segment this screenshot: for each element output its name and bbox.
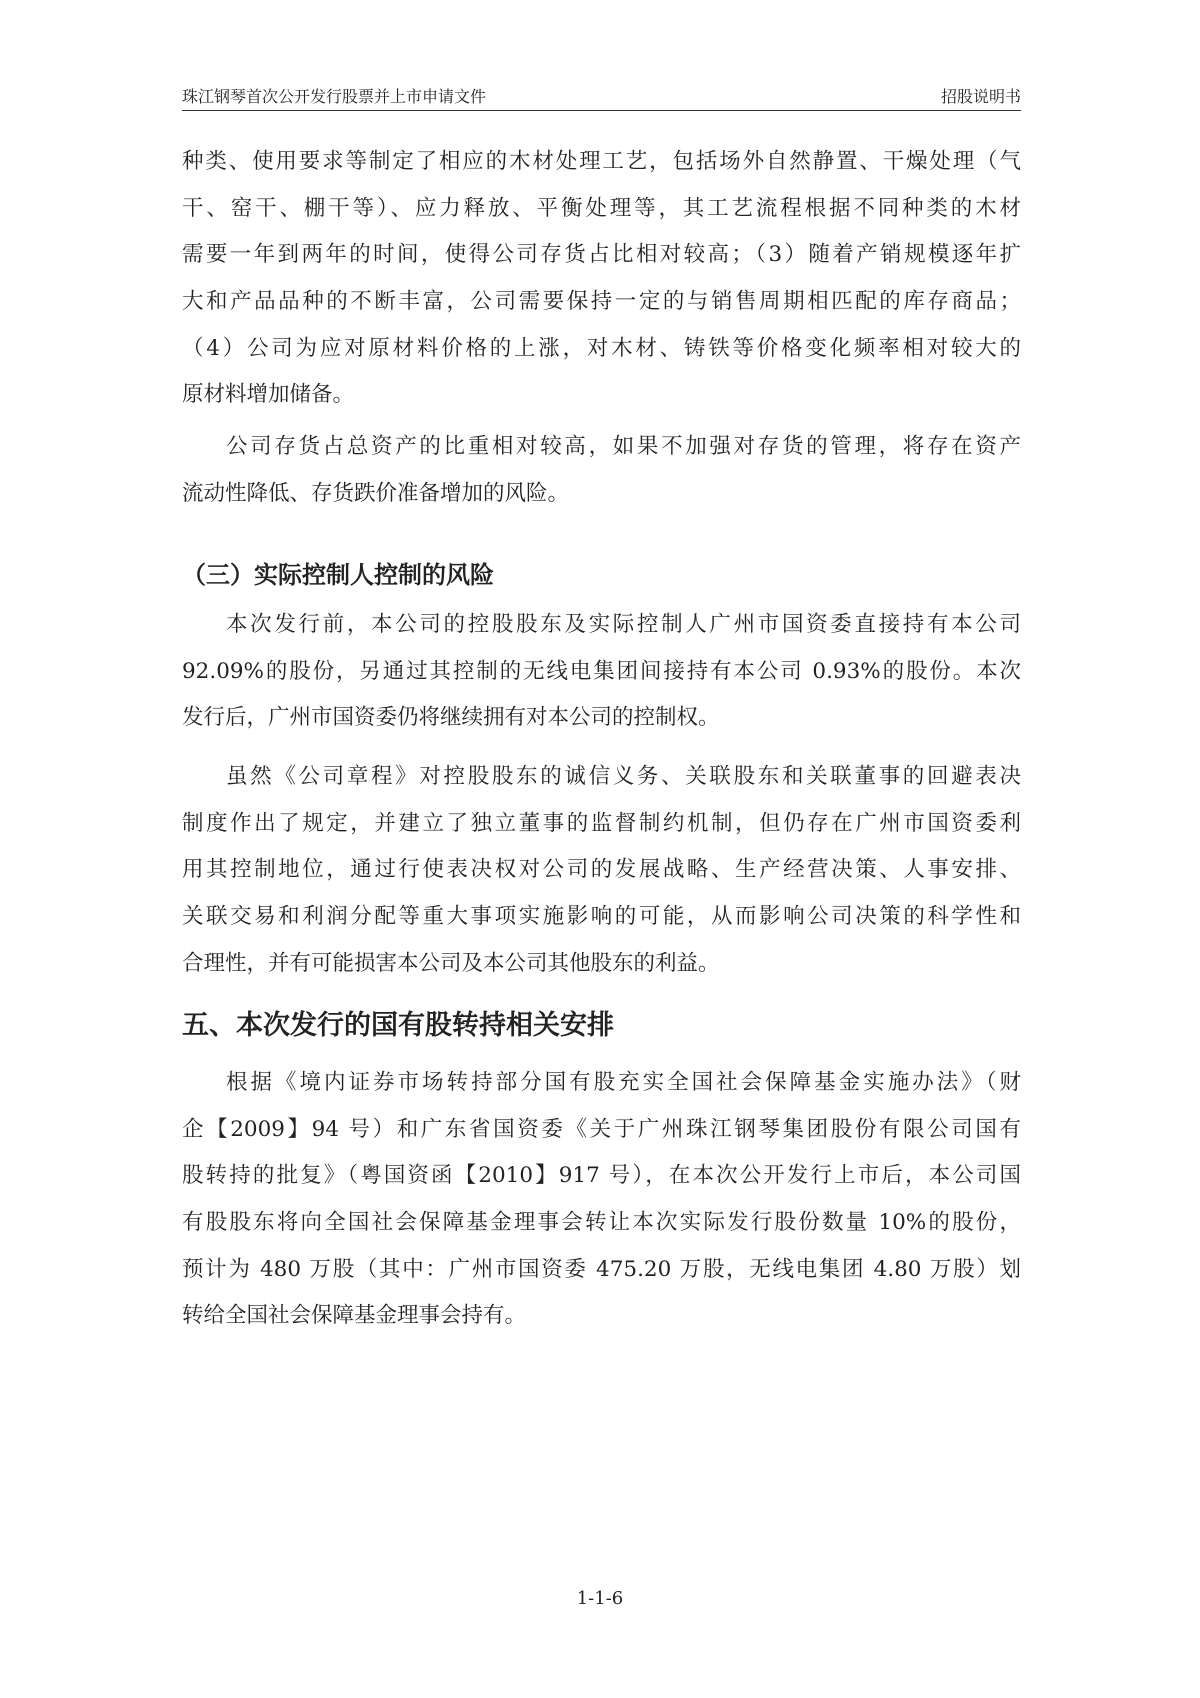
text-line: 有股股东将向全国社会保障基金理事会转让本次实际发行股份数量 10%的股份，: [182, 1210, 1021, 1236]
text-line: 原材料增加储备。: [182, 382, 355, 408]
text-line: 本次发行前，本公司的控股股东及实际控制人广州市国资委直接持有本公司: [226, 612, 1021, 637]
subheading-controller-risk: （三）实际控制人控制的风险: [182, 561, 494, 589]
paragraph-controller-holding: [182, 602, 1021, 742]
page-header: [182, 86, 1021, 111]
page-number: 1-1-6: [576, 1588, 624, 1609]
paragraph-inventory-risk: [182, 424, 1021, 517]
text-line: 合理性，并有可能损害本公司及本公司其他股东的利益。: [182, 950, 720, 976]
paragraph-inventory-reasons: [182, 139, 1021, 419]
text-line: 根据《境内证券市场转持部分国有股充实全国社会保障基金实施办法》（财: [226, 1070, 1021, 1095]
text-line: （4）公司为应对原材料价格的上涨，对木材、铸铁等价格变化频率相对较大的: [182, 335, 1021, 361]
text-line: 发行后，广州市国资委仍将继续拥有对本公司的控制权。: [182, 705, 720, 731]
text-line: 转给全国社会保障基金理事会持有。: [182, 1303, 527, 1329]
text-line: 干、窑干、棚干等）、应力释放、平衡处理等，其工艺流程根据不同种类的木材: [182, 195, 1021, 221]
text-line: 大和产品品种的不断丰富，公司需要保持一定的与销售周期相匹配的库存商品；: [182, 289, 1021, 315]
text-line: 制度作出了规定，并建立了独立董事的监督制约机制，但仍存在广州市国资委利: [182, 810, 1021, 836]
text-line: 种类、使用要求等制定了相应的木材处理工艺，包括场外自然静置、干燥处理（气: [182, 149, 1021, 174]
text-line: 企【2009】94 号）和广东省国资委《关于广州珠江钢琴集团股份有限公司国有: [182, 1116, 1021, 1142]
text-line: 92.09%的股份，另通过其控制的无线电集团间接持有本公司 0.93%的股份。本次: [182, 658, 1021, 684]
text-line: 用其控制地位，通过行使表决权对公司的发展战略、生产经营决策、人事安排、: [182, 857, 1021, 883]
paragraph-state-share-transfer: [182, 1060, 1021, 1340]
paragraph-controller-influence: [182, 754, 1021, 987]
text-line: 股转持的批复》（粤国资函【2010】917 号），在本次公开发行上市后，本公司国: [182, 1163, 1021, 1189]
section-heading-state-share-transfer: 五、本次发行的国有股转持相关安排: [182, 1010, 614, 1041]
text-line: 需要一年到两年的时间，使得公司存货占比相对较高；（3）随着产销规模逐年扩: [182, 242, 1021, 268]
text-line: 虽然《公司章程》对控股股东的诚信义务、关联股东和关联董事的回避表决: [226, 764, 1021, 789]
text-line: 关联交易和利润分配等重大事项实施影响的可能，从而影响公司决策的科学性和: [182, 904, 1021, 930]
text-line: 流动性降低、存货跌价准备增加的风险。: [182, 480, 570, 506]
text-line: 公司存货占总资产的比重相对较高，如果不加强对存货的管理，将存在资产: [226, 434, 1021, 459]
header-document-type: 招股说明书: [940, 87, 1021, 106]
text-line: 预计为 480 万股（其中：广州市国资委 475.20 万股，无线电集团 4.80 万股）划: [182, 1256, 1021, 1282]
header-document-title: 珠江钢琴首次公开发行股票并上市申请文件: [182, 87, 487, 106]
